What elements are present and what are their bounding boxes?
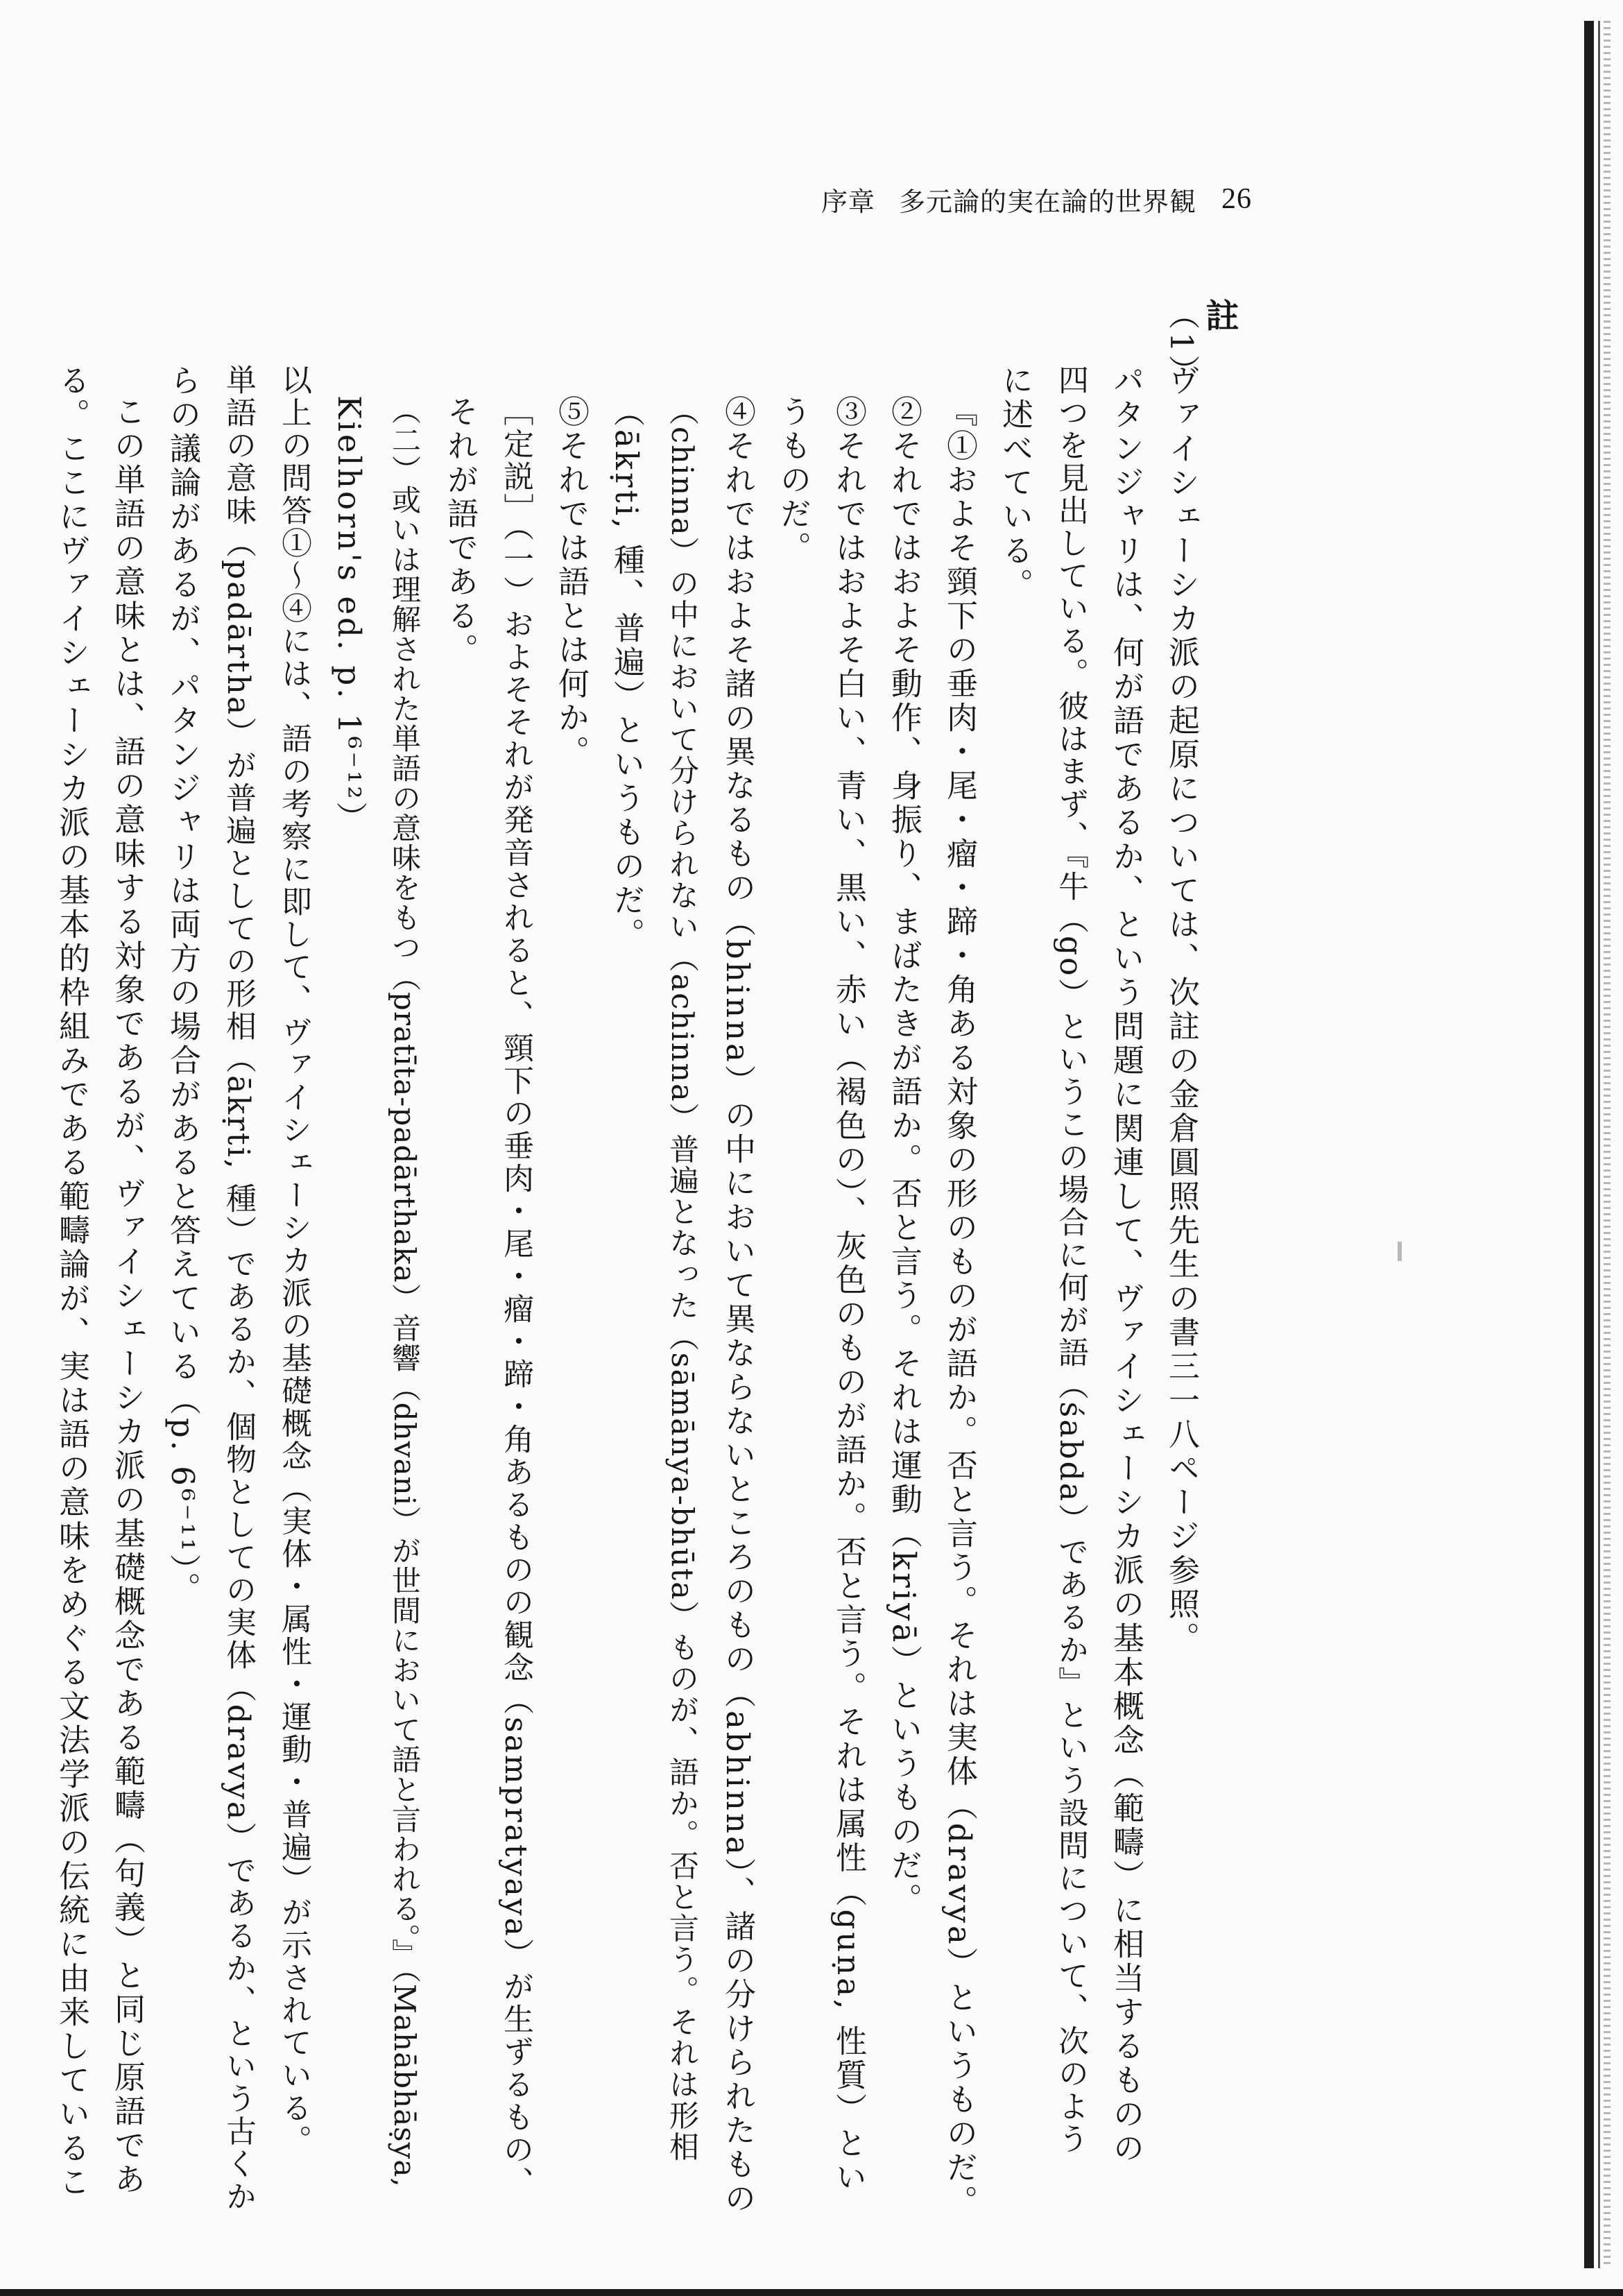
text-line-13: ［定説］（一）およそそれが発音されると、頸下の垂肉・尾・瘤・蹄・角あるものの観念（sampratyaya）が生ずるもの、 <box>498 395 533 2199</box>
text-line-9: ④それではおよそ諸の異なるもの（bhinna）の中において異ならないところのもの（abhinna）、諸の分けられたもの <box>719 395 756 2216</box>
text-line-7: ③それではおよそ白い、青い、黒い、赤い（褐色の）、灰色のものが語か。否と言う。それは属性（guṇa, 性質）とい <box>830 395 867 2195</box>
page-edge-line <box>1598 21 1600 2268</box>
text-line-11: （ākṛti, 種、普遍）というものだ。 <box>608 395 645 952</box>
text-line-14: それが語である。 <box>442 395 479 667</box>
page-edge-bar <box>1584 21 1594 2268</box>
text-line-20: この単語の意味とは、語の意味する対象であるが、ヴァイシェーシカ派の基礎概念である範疇（句義）と同じ原語であ <box>109 395 146 2197</box>
text-line-21: る。ここにヴァイシェーシカ派の基本的枠組みである範疇論が、実は語の意味をめぐる文法学派の伝統に由来しているこ <box>53 364 90 2200</box>
text-line-3: 四つを見出している。彼はまず、『牛（go）というこの場合に何が語（śabda）であるか』という設問について、次のよう <box>1053 364 1088 2156</box>
text-line-8: うものだ。 <box>775 395 812 565</box>
text-line-15: （二）或いは理解された単語の意味をもつ（pratīta-padārthaka）音響（dhvani）が世間において語と言われる。』（Mahābhāṣya, <box>388 395 422 2188</box>
text-line-5: 『①およそ頸下の垂肉・尾・瘤・蹄・角ある対象の形のものが語か。否と言う。それは実体（dravya）というものだ。 <box>941 395 978 2219</box>
text-line-10: （chinna）の中において分けられない（achinna）普遍となった（sāmānya-bhūta）ものが、語か。否と言う。それは形相 <box>664 395 699 2163</box>
page-edge-speckle <box>1604 21 1611 2268</box>
notes-heading: 註 <box>1200 298 1239 336</box>
chapter-title: 多元論的実在論的世界観 <box>898 186 1196 217</box>
scan-speck <box>1398 1242 1402 1261</box>
text-line-6: ②それではおよそ動作、身振り、まばたきが語か。否と言う。それは運動（kriyā）というものだ。 <box>886 395 922 1917</box>
text-line-18: 単語の意味（padārtha）が普遍としての形相（ākṛti, 種）であるか、個物としての実体（dravya）であるか、という古くか <box>221 364 256 2213</box>
text-line-1: ヴァイシェーシカ派の起原については、次註の金倉圓照先生の書三一八ページ参照。 <box>1163 364 1200 1656</box>
text-line-4: に述べている。 <box>997 364 1033 602</box>
text-line-12: ⑤それでは語とは何か。 <box>553 395 590 769</box>
chapter-label: 序章 <box>821 186 875 217</box>
note-number: （1） <box>1163 298 1200 389</box>
text-line-19: らの議論があるが、パタンジャリは両方の場合があると答えている（p. 6⁶⁻¹¹）。 <box>164 364 201 1607</box>
running-header <box>780 182 1252 216</box>
text-line-16: Kielhorn's ed. p. 1⁶⁻¹²） <box>331 395 368 836</box>
page-number: 26 <box>1221 183 1252 215</box>
text-line-2: パタンジャリは、何が語であるか、という問題に関連して、ヴァイシェーシカ派の基本概念（範疇）に相当するものの <box>1108 364 1144 2166</box>
text-line-17: 以上の問答①〜④には、語の考察に即して、ヴァイシェーシカ派の基礎概念（実体・属性・運動・普遍）が示されている。 <box>276 364 311 2157</box>
page-bottom-edge <box>0 2289 1623 2296</box>
